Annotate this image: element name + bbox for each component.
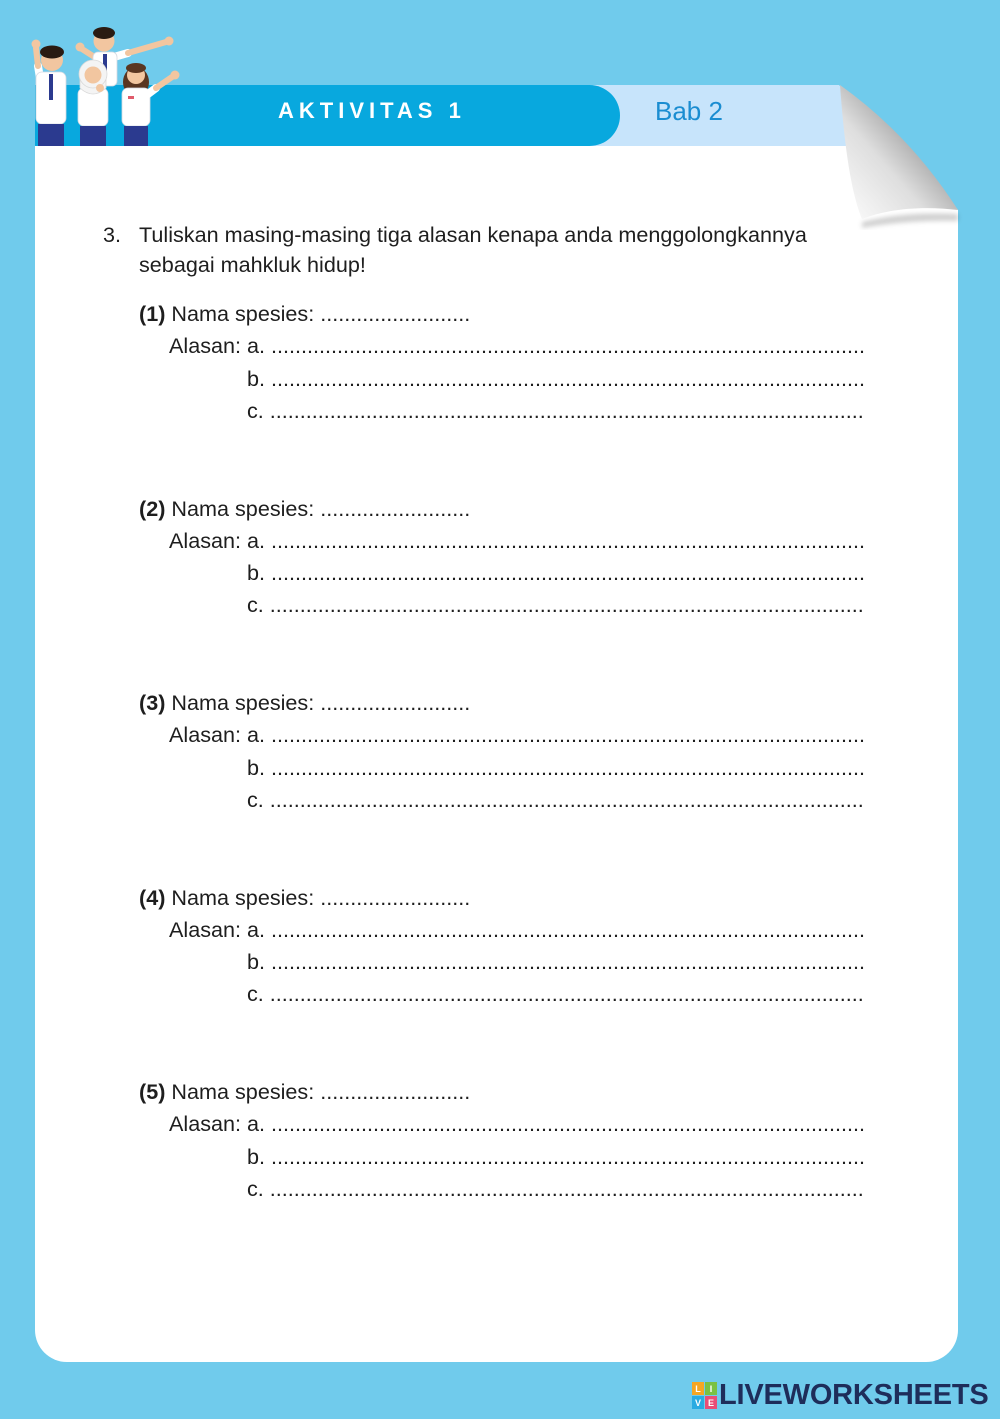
answer-entries	[139, 298, 865, 1271]
reason-row-c	[139, 1173, 865, 1205]
species-label: Nama spesies:	[171, 495, 315, 521]
reason-row-c	[139, 784, 865, 816]
reason-answer-blank[interactable]: ...................................................................................................	[271, 916, 865, 942]
logo-letter-l: L	[695, 1384, 701, 1394]
reason-letter: c.	[247, 786, 264, 812]
left-boy-hand	[32, 40, 41, 49]
reason-answer-blank[interactable]: ...................................................................................................	[271, 333, 865, 359]
right-girl-badge	[128, 96, 134, 99]
species-answer-blank[interactable]: .........................	[320, 301, 471, 326]
entry-number: (5)	[139, 1079, 166, 1104]
reason-answer-blank[interactable]: ...................................................................................................	[271, 722, 865, 748]
reason-letter: b.	[247, 754, 266, 780]
reason-letter: b.	[247, 560, 266, 586]
right-girl-skirt	[124, 126, 148, 146]
species-line	[139, 1076, 865, 1108]
entry-number: (3)	[139, 690, 166, 715]
back-boy-right-hand	[165, 37, 174, 46]
reason-letter: c.	[247, 981, 264, 1007]
entry-1	[139, 298, 865, 493]
entry-4	[139, 882, 865, 1077]
reason-answer-blank[interactable]: ...................................................................................................	[271, 754, 865, 780]
reason-row-b	[139, 1141, 865, 1173]
reason-row-a	[139, 914, 865, 946]
species-line	[139, 493, 865, 525]
reasons-label: Alasan:	[169, 722, 242, 748]
right-girl-arm	[156, 77, 172, 88]
hijab-girl-skirt	[80, 126, 106, 146]
reason-answer-blank[interactable]: ...................................................................................................	[269, 397, 864, 423]
hijab-girl-hand	[96, 84, 104, 92]
entry-number: (2)	[139, 495, 166, 521]
logo-letter-v: V	[694, 1398, 702, 1408]
reasons-label: Alasan:	[169, 1111, 242, 1137]
reason-answer-blank[interactable]: ...................................................................................................	[271, 527, 865, 553]
species-label: Nama spesies:	[171, 690, 315, 715]
species-line	[139, 298, 865, 330]
chapter-label: Bab 2	[655, 96, 723, 126]
reason-row-a	[139, 330, 865, 362]
student-right-girl	[122, 63, 180, 146]
species-line	[139, 882, 865, 914]
liveworksheets-logo-text: LIVEWORKSHEETS	[719, 1379, 989, 1411]
left-boy-pants	[38, 124, 64, 146]
activity-title: AKTIVITAS 1	[278, 98, 466, 123]
entry-2	[139, 493, 865, 688]
right-girl-bangs	[126, 63, 146, 73]
reason-answer-blank[interactable]: ...................................................................................................	[271, 1111, 865, 1137]
back-boy-hair	[93, 27, 115, 39]
species-label: Nama spesies:	[171, 1079, 315, 1104]
reason-row-b	[139, 363, 865, 395]
reasons-label: Alasan:	[169, 916, 242, 942]
reason-answer-blank[interactable]: ...................................................................................................	[269, 786, 864, 812]
right-girl-hand	[171, 71, 180, 80]
logo-letter-i: I	[709, 1384, 713, 1394]
logo-letter-e: E	[707, 1398, 715, 1408]
reason-letter: a.	[247, 527, 266, 553]
reason-letter: b.	[247, 365, 266, 391]
species-answer-blank[interactable]: .........................	[320, 495, 471, 521]
reason-row-a	[139, 1108, 865, 1140]
reason-answer-blank[interactable]: ...................................................................................................	[269, 592, 864, 618]
entry-3	[139, 687, 865, 882]
reason-row-a	[139, 525, 865, 557]
reason-row-b	[139, 752, 865, 784]
student-left-boy	[32, 40, 67, 147]
species-answer-blank[interactable]: .........................	[320, 1079, 471, 1104]
entry-number: (4)	[139, 884, 166, 910]
reason-letter: c.	[247, 397, 264, 423]
left-boy-tie	[49, 74, 53, 100]
left-boy-hair	[40, 46, 64, 59]
reasons-label: Alasan:	[169, 527, 242, 553]
back-boy-left-hand	[76, 43, 85, 52]
reason-letter: b.	[247, 949, 266, 975]
reason-row-b	[139, 946, 865, 978]
students-illustration	[20, 22, 185, 148]
page-curl	[830, 80, 965, 230]
reason-letter: a.	[247, 916, 266, 942]
species-line	[139, 687, 865, 719]
reason-row-c	[139, 978, 865, 1010]
reason-row-c	[139, 395, 865, 427]
reason-row-b	[139, 557, 865, 589]
species-answer-blank[interactable]: .........................	[320, 690, 471, 715]
species-label: Nama spesies:	[171, 301, 315, 326]
reason-answer-blank[interactable]: ...................................................................................................	[271, 1143, 865, 1169]
student-hijab-girl	[78, 60, 108, 146]
reason-answer-blank[interactable]: ...................................................................................................	[271, 560, 865, 586]
entry-number: (1)	[139, 301, 166, 326]
entry-5	[139, 1076, 865, 1271]
question-number: 3.	[103, 222, 122, 247]
reason-answer-blank[interactable]: ...................................................................................................	[271, 949, 865, 975]
reason-letter: b.	[247, 1143, 266, 1169]
hijab-girl-face	[85, 67, 102, 84]
reason-answer-blank[interactable]: ...................................................................................................	[271, 365, 865, 391]
question-text: Tuliskan masing-masing tiga alasan kenapa anda menggolongkannya sebagai mahkluk hidup!	[139, 222, 807, 277]
reason-answer-blank[interactable]: ...................................................................................................	[269, 1175, 864, 1201]
page-curl-shadow	[862, 213, 958, 228]
question-3	[103, 220, 839, 280]
species-answer-blank[interactable]: .........................	[320, 884, 471, 910]
reasons-label: Alasan:	[169, 333, 242, 359]
species-label: Nama spesies:	[171, 884, 315, 910]
reason-row-c	[139, 589, 865, 621]
left-boy-arm	[36, 48, 38, 66]
back-boy-right-arm	[128, 42, 166, 53]
liveworksheets-logo-icon	[692, 1382, 717, 1409]
reason-answer-blank[interactable]: ...................................................................................................	[269, 981, 864, 1007]
reason-letter: a.	[247, 1111, 266, 1137]
reason-letter: c.	[247, 1175, 264, 1201]
reason-letter: a.	[247, 333, 266, 359]
reason-letter: c.	[247, 592, 264, 618]
reason-letter: a.	[247, 722, 266, 748]
reason-row-a	[139, 719, 865, 751]
